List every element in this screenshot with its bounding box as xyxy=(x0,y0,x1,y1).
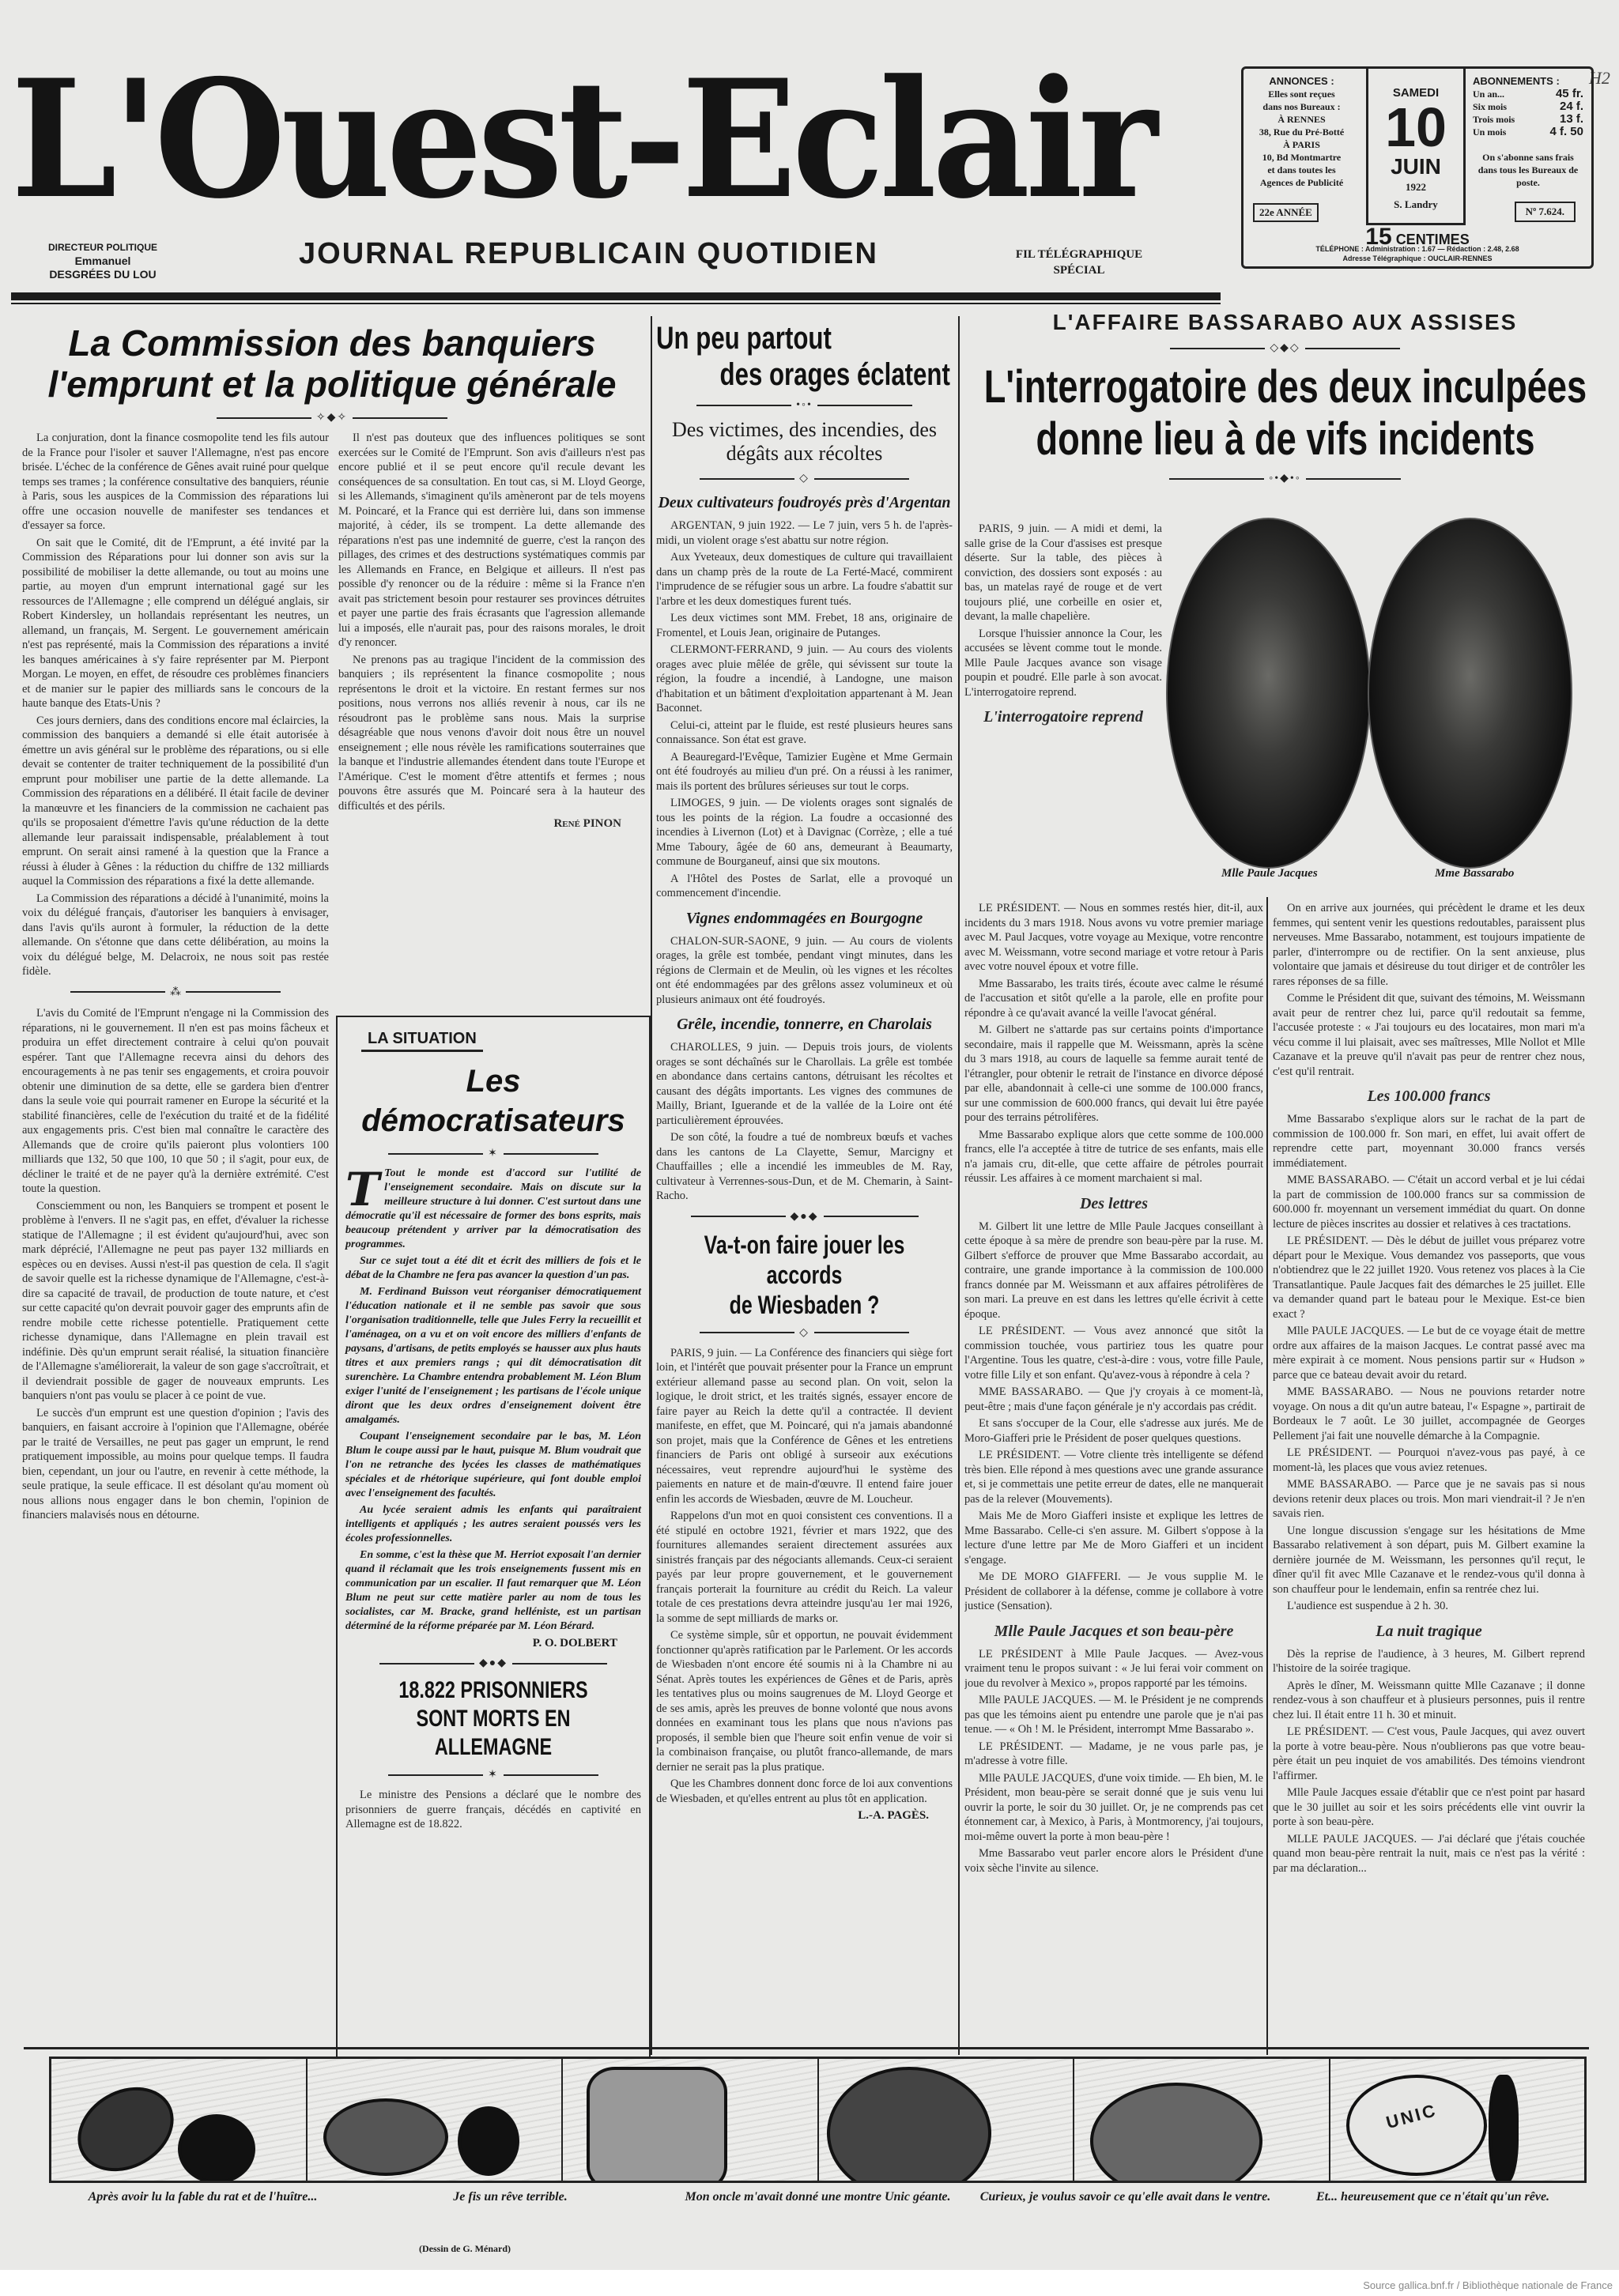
subheading: Deux cultivateurs foudroyés près d'Argentan xyxy=(658,494,951,511)
photo-caption: Mme Bassarabo xyxy=(1435,867,1515,880)
rat-drawing xyxy=(458,2106,519,2176)
paragraph: Mme Bassarabo s'explique alors sur le rachat de la part de commission de 100.000 fr. Son mari, en effet, lui avait offert de reprendre cette part, moyennant 30.000 francs versés immédiatement. xyxy=(1273,1113,1585,1170)
paragraph: LE PRÉSIDENT. — Nous en sommes restés hier, dit-il, aux incidents du 3 mars 1918. Nous avons vu votre premier mariage avec M. Paul Jacques, votre voyage au Mexique, votre rencontre avec M. Weissmann, votre second mariage et votre retour à Paris avec votre nouvel époux et votre fille. xyxy=(964,902,1263,973)
masthead-divider xyxy=(11,292,1221,300)
telephone-line: TÉLÉPHONE : Administration : 1.67 — Rédaction : 2.48, 2.68 xyxy=(1315,245,1519,253)
rate-label: Un mois xyxy=(1473,126,1507,138)
rate-price: 13 f. xyxy=(1559,112,1583,126)
oyster-drawing xyxy=(323,2098,448,2176)
asterism: ⁂ xyxy=(22,986,329,1001)
paragraph: Rappelons d'un mot en quoi consistent ces conventions. Il a été stipulé en octobre 1921, février et mars 1922, que des fournitures allemandes seraient directement assurées aux sinistrés français par des négociants allemands. Ceux-ci seraient payés par leur propre gouvernement, et le gouvernement français porterait la fourniture au crédit du Reich. La valeur totale de ces prestations devra atteindre jusqu'au 1er mai 1926, la somme de sept milliards de marks or. xyxy=(656,1510,953,1625)
paragraph: CHALON-SUR-SAONE, 9 juin. — Au cours de violents orages, la grêle est tombée, pendant vingt minutes, dans les régions de Clermain et de Meulin, où les vignes et les récoltes ont été endommagées par des grêlons assez volumineux et où plusieurs animaux ont été foudroyés. xyxy=(656,934,953,1006)
section-body xyxy=(656,934,953,1008)
paragraph: Le ministre des Pensions a déclaré que le nombre des prisonniers de guerre français, décédés en captivité en Allemagne est de 18.822. xyxy=(345,1789,641,1830)
paragraph: PARIS, 9 juin. — La Conférence des financiers qui siège fort loin, et l'intérêt que pouvait présenter pour la France un emprunt extérieur allemand passe au second plan. On voit, selon la logique, le droit strict, et les traités signés, essayer encore de faire payer au Reich la dette qu'il a contractée. Il devient manifeste, en effet, que M. Poincaré, qui n'a jamais abandonné son projet, mais que la Conférence de Gênes et les entretiens financiers de Paris ont obligé à surseoir aux exécutions nécessaires, veut reprendre aujourd'hui le système des paiements en nature et de main-d'œuvre. Il entend faire jouer enfin les accords de Wiesbaden, œuvre de M. Loucheur. xyxy=(656,1346,953,1506)
subheading: Vignes endommagées en Bourgogne xyxy=(685,909,923,927)
paragraph: On sait que le Comité, dit de l'Emprunt, a été invité par la Commission des Réparations pour lui donner son avis sur la possibilité de mobiliser la dette allemande, ou tout au moins une partie, au moyen d'un emprunt international gagé sur les ressources de l'Allemagne ; elle comprend un délégué anglais, sir Robert Kindersley, un hollandais représentant les neutres, un allemand, un français, M. Sergent. Le gouvernement américain n'est pas représenté, mais la Commission des réparations a invité les banques américaines à s'y faire représenter par M. Pierpont Morgan. Le moyen, en effet, de résoudre ces problèmes financiers et de manier sur le papier des milliards sans le concours de la haute banque des Etats-Unis ? xyxy=(22,536,329,710)
paragraph: Le succès d'un emprunt est une question d'opinion ; l'avis des banquiers, en faisant accroire à l'opinion que l'Allemagne, obérée par le traité de Versailles, ne peut pas gager un emprunt, le rend pratiquement impossible, au moins pour quelque temps. Il faudra bien, cependant, un jour ou l'autre, en revenir à cette méthode, la seule pratique, la seule efficace. Il est désolant qu'au moment où nous allions nous engager dans le bon chemin, l'opinion de financiers malavisés nous en détourne. xyxy=(22,1406,329,1521)
paragraph: La Commission des réparations a décidé à l'unanimité, moins la voix du délégué français, d'autoriser les banquiers à envisager, dans l'avis qu'ils auront à formuler, la réduction de la dette allemande. On s'étonne que dans cette délibération, au moins la voix du délégué belge, M. Delacroix, ne nous soit pas restée fidèle. xyxy=(22,892,329,978)
paragraph: Ne prenons pas au tragique l'incident de la commission des banquiers ; ils représentent la finance cosmopolite ; nous représentons le droit et la victoire. En restant fermes sur nos positions, nous verrons nos alliés revenir à nous, car ils ne résoudront pas le problème sans nous. Mais la surprise désagréable que nous venons d'avoir doit nous être un nouvel enseignement ; elle nous révèle les ramifications souterraines que la banque et l'industrie allemandes étendent dans toute l'Europe et l'Amérique. C'est le moment d'être attentifs et fermes ; nous pouvons être assurés que M. Poincaré sera à la hauteur des difficultés et des périls. xyxy=(338,653,645,812)
paragraph: MME BASSARABO. — Que j'y croyais à ce moment-là, peut-être ; mais d'une façon générale je n'y accordais pas crédit. xyxy=(964,1386,1263,1413)
paragraph: Dès la reprise de l'audience, à 3 heures, M. Gilbert reprend l'histoire de la soirée tragique. xyxy=(1273,1647,1585,1675)
paragraph: PARIS, 9 juin. — A midi et demi, la salle grise de la Cour d'assises est presque déserte. Sur la table, des pièces à conviction, des dossiers sont exposés : au bas, un matelas rayé de rouge et de vert toujours plié, une corbeille en osier et, devant, la malle chapelière. xyxy=(964,522,1162,623)
article-banquiers xyxy=(16,316,648,431)
paragraph: A Beauregard-l'Evêque, Tamizier Eugène et Mme Germain ont été foudroyés au milieu d'un pré. On a réussi à les ranimer, mais ils portent des brûlures sérieuses sur tout le corps. xyxy=(656,750,953,793)
author-signature: P. O. DOLBERT xyxy=(532,1637,617,1649)
portrait-paule-jacques xyxy=(1166,518,1371,869)
paragraph: LE PRÉSIDENT. — Votre cliente très intelligente se défend très bien. Elle répond à mes questions avec une grande assurance et, si je commettais une petite erreur de dates, elle ne manquerait pas de la relever (Mouvements). xyxy=(964,1449,1263,1506)
paragraph: Il n'est pas douteux que des influences politiques se sont exercées sur le Comité de l'Emprunt. Son avis d'ailleurs n'est pas encore publié et il se peut encore qu'il recule devant les conséquences de sa consultation. En tout cas, si M. Lloyd George, si les Allemands, s'imaginent qu'ils amèneront par de tels moyens M. Poincaré, et la France qui est derrière lui, dans son immense majorité, à céder, ils se trompent. La dette allemande des réparations n'est pas une indemnité de guerre, c'est la rançon des pillages, des crimes et des destructions systématiques commis par les Allemands en France, en Belgique et ailleurs. Il n'est pas possible d'y renoncer ou de la réduire : même si la France n'en avait pas strictement besoin pour restaurer ses provinces détruites et payer une partie des frais écrasants que l'agression allemande lui a imposés, elle n'aurait pas, pour des raisons morales, le droit d'y renoncer. xyxy=(338,432,645,649)
banquiers-column-2 xyxy=(338,431,645,1008)
rate-price: 24 f. xyxy=(1559,100,1583,113)
paragraph: Mme Bassarabo veut parler encore alors le Président d'une voix sèche l'invite au silence. xyxy=(964,1847,1263,1875)
annonces-line: Agences de Publicité xyxy=(1259,177,1344,188)
comic-panel-1 xyxy=(51,2059,308,2181)
rate-row xyxy=(1473,100,1583,113)
open-watch-drawing xyxy=(1090,2083,1262,2181)
date-year: 1922 xyxy=(1406,181,1426,193)
photo-caption: Mlle Paule Jacques xyxy=(1221,867,1318,880)
annonces-block xyxy=(1248,75,1355,189)
wiesbaden-headline-2: de Wiesbaden ? xyxy=(729,1290,880,1319)
annonces-line: dans nos Bureaux : xyxy=(1262,101,1341,112)
comic-strip xyxy=(49,2057,1587,2183)
paragraph: Aux Yveteaux, deux domestiques de culture qui travaillaient dans un champ près de la route de La Ferté-Macé, commirent l'imprudence de se réfugier sous un arbre. La foudre s'abattit sur l'arbre et les deux domestiques furent tués. xyxy=(656,551,953,608)
paragraph: LE PRÉSIDENT. — Madame, je ne vous parle pas, je m'adresse à votre fille. xyxy=(964,1740,1263,1767)
rate-label: Un an... xyxy=(1473,89,1505,100)
wiesbaden-headline-1: Va-t-on faire jouer les accords xyxy=(704,1230,905,1289)
annonces-line: Elles sont reçues xyxy=(1268,89,1335,100)
ornament-divider: ◦•◆•◦ xyxy=(963,472,1607,485)
paragraph: De son côté, la foudre a tué de nombreux bœufs et vaches dans les cantons de La Clayette, Semur, Marcigny et Chauffailles ; elle a incendié les immeubles de M. Ray, cultivateur à Verrennes-sous-Dun, et de M. Chemarin, à Saint-Racho. xyxy=(656,1131,953,1202)
date-day: 10 xyxy=(1385,96,1447,158)
paragraph: Consciemment ou non, les Banquiers se trompent et posent le problème à l'envers. Il ne s'agit pas, en effet, d'évaluer la richesse statique de l'Allemagne ; il est évident qu'aujourd'hui, avec son mark déprécié, l'Allemagne ne peut pas payer 132 milliards en espèces ou en devises. Aussi n'est-il pas question de cela. Il s'agit de savoir quelle est la richesse dynamique de l'Allemagne, c'est-à-dire sa capacité de travail, de production de toute nature, et c'est sur cette capacité qu'on devrait pouvoir gager des emprunts afin de rendre mobile cette richesse potentielle. Pratiquement cette richesse dynamique, dans l'Allemagne en plein travail est indéfinie. Dès qu'un emprunt serait réalisé, la situation financière de l'Allemagne s'améliorerait, la valeur de son gage s'accroîtrait, et il deviendrait possible de gager de nouveaux emprunts. Les banquiers n'ont pas voulu se placer à ce point de vue. xyxy=(22,1199,329,1402)
paragraph: Et sans s'occuper de la Cour, elle s'adresse aux jurés. Me de Moro-Giafferi prie le Président de poser quelques questions. xyxy=(964,1417,1263,1445)
paragraph: Coupant l'enseignement secondaire par le bas, M. Léon Blum le coupe aussi par le haut, puisque M. Blum voudrait que l'on ne retranche des lycées les classes de mathématiques spéciales et de rhétorique supérieure, qui font double emploi avec l'enseignement des facultés. xyxy=(345,1431,641,1499)
paragraph: M. Gilbert lit une lettre de Mlle Paule Jacques conseillant à cette époque à sa mère de prendre son beau-père par la ruse. M. Gilbert s'efforce de prouver que Mme Bassarabo accordait, au contraire, une grande importance à la commission de 100.000 francs donnée par M. Weissmann et aux affaires pétrolifères de son mari. La preuve en est dans les lettres qu'elle écrivit à cette époque. xyxy=(964,1220,1263,1321)
year-of-publication: 22e ANNÉE xyxy=(1253,203,1319,222)
paragraph: Mme Bassarabo, les traits tirés, écoute avec calme le résumé de l'accusation et sitôt qu'elle a la parole, elle en profite pour répondre à ce qu'avait avancé la veille l'avocat général. xyxy=(964,977,1263,1020)
prisonniers-body xyxy=(345,1788,641,1832)
paragraph: Que les Chambres donnent donc force de loi aux conventions de Wiesbaden, et qu'elles entrent au plus tôt en application. xyxy=(656,1778,953,1805)
subheading: Les 100.000 francs xyxy=(1367,1088,1491,1105)
situation-headline: Les démocratisateurs xyxy=(361,1064,625,1138)
comic-caption: Mon oncle m'avait donné une montre Unic géante. xyxy=(685,2190,951,2204)
dream-scene-drawing xyxy=(587,2067,727,2181)
paragraph: A l'Hôtel des Postes de Sarlat, elle a provoqué un commencement d'incendie. xyxy=(656,872,953,899)
article-bassarabo xyxy=(963,310,1607,492)
headline-line-1: L'interrogatoire des deux inculpées xyxy=(983,361,1587,413)
wiesbaden-body xyxy=(656,1346,953,1807)
paragraph: MME BASSARABO. — Nous ne pouvions retarder notre voyage. On nous a dit qu'un autre bateau, l'« Espagne », partirait de Bordeaux le 7 août. Le 30 juillet, accompagnée de Georges Pellement j'ai fait une nouvelle démarche à la Compagnie. xyxy=(1273,1386,1585,1442)
section-label: LA SITUATION xyxy=(361,1027,483,1052)
section-body xyxy=(656,518,953,901)
rate-row xyxy=(1473,126,1583,138)
issue-date xyxy=(1366,69,1466,225)
oyster-drawing xyxy=(62,2071,189,2181)
article-orages xyxy=(656,320,953,2043)
annonces-line: 10, Bd Montmartre xyxy=(1262,152,1342,163)
wire-service-label xyxy=(984,247,1174,278)
paragraph: Une longue discussion s'engage sur les hésitations de Mme Bassarabo relativement à son départ, puis M. Gilbert examine la dernière journée de M. Weissmann, les personnes qu'il reçut, le dîner qu'il fit avec Mlle Cazanave et le rendez-vous qu'il donna à son chauffeur pour le lendemain, enfin sa rentrée chez lui. xyxy=(1273,1524,1585,1596)
subheading: Grêle, incendie, tonnerre, en Charolais xyxy=(677,1016,932,1033)
paragraph: L'avis du Comité de l'Emprunt n'engage ni la Commission des réparations, ni le gouvernement. Il n'en est pas moins fâcheux et produira un effet directement contraire à celui qu'on pouvait espérer. Tant que l'Allemagne recevra ainsi du dehors des encouragements à ne pas tenir ses engagements, et croira pouvoir obtenir une diminution de sa dette, elle se gardera bien d'entrer dans la seule voie qui pourrait ramener en Europe la sécurité et la stabilité financières, celle de l'exécution du traité et de la fidélité aux engagements pris. C'est bien mal connaître le caractère des Allemands que de croire qu'ils paieront plus volontiers 100 milliards que 132, 50 que 100, 10 que 50 ; il s'agit, pour eux, de décliner le traité et de ne payer qu'à la dernière extrémité. C'est toute la question. xyxy=(22,1007,329,1195)
abonnements-block xyxy=(1473,75,1583,189)
annonces-line: À RENNES xyxy=(1277,114,1326,125)
paragraph: Comme le Président dit que, suivant des témoins, M. Weissmann avait peur de rentrer chez lui, parce qu'il redoutait sa femme, l'accusée proteste : « J'ai toujours eu des locataires, mon mari m'a vécu comme il lui plaisait, avec ses maîtresses, Mlle Nollot et Mlle Cazanave et la preuve qu'il n'avait pas peur de rentrer chez nous, c'est qu'il rentrait. xyxy=(1273,992,1585,1078)
paragraph: Mlle Paule Jacques essaie d'établir que ce n'est point par hasard que le 30 juillet au soir et les soirs précédents elle vint ouvrir la porte à son beau-père. xyxy=(1273,1786,1585,1828)
date-weekday: SAMEDI xyxy=(1392,86,1440,100)
paragraph: Me DE MORO GIAFFERI. — Je vous supplie M. le Président de collaborer à la défense, comme je collabore à votre justice (Sensation). xyxy=(964,1570,1263,1612)
issue-number: Nº 7.624. xyxy=(1515,202,1576,222)
column-divider xyxy=(651,316,652,2055)
ornament-divider: ◆●◆ xyxy=(656,1210,953,1223)
ornament-divider: ◇ xyxy=(656,472,953,485)
paragraph: Mlle PAULE JACQUES. — M. le Président je ne comprends pas que les témoins aient pu entendre une parole que je n'ai pas tenue. — « Oh ! M. le Président, interrompt Mme Bassarabo ». xyxy=(964,1694,1263,1736)
ornament-divider: ✧◆✧ xyxy=(16,411,648,424)
info-box xyxy=(1241,66,1594,269)
comic-panel-5 xyxy=(1074,2059,1330,2181)
headline-line-2: des orages éclatent xyxy=(719,357,950,392)
annonces-heading: ANNONCES : xyxy=(1269,75,1334,87)
rate-label: Six mois xyxy=(1473,101,1508,112)
source-attribution: Source gallica.bnf.fr / Bibliothèque nationale de France xyxy=(1363,2279,1613,2291)
wire-label-line-1: FIL TÉLÉGRAPHIQUE xyxy=(1015,248,1143,261)
masthead-title: L'Ouest-Eclair xyxy=(11,45,1154,235)
rate-price: 45 fr. xyxy=(1555,87,1583,100)
paragraph: Ce système simple, sûr et opportun, ne pouvait évidemment fonctionner qu'après ratification par le Parlement. Or les accords de Wiesbaden n'ont encore été soumis ni à la Chambre ni au Sénat. Après toutes les expériences de Gênes et de Paris, après les tentatives plus ou moins saugrenues de M. Lloyd George et de ses amis, après les preuves de bonne volonté que nous avons données en examinant tous les plans que nous n'avions pas proposés, il semble bien que l'heure soit enfin venue de voir si la combinaison française, ou plutôt franco-allemande, de mars dernier ne serait pas la plus pratique. xyxy=(656,1629,953,1774)
paragraph: On en arrive aux journées, qui précèdent le drame et les deux femmes, qui sentent venir les questions redoutables, paraissent plus nerveuses. Mme Bassarabo, notamment, est toujours impatiente de parler, d'interrompre ou de rectifier. On la sent anxieuse, plus volontaire que jamais et désireuse du tout diriger et de contrôler les rares réponses de sa fille. xyxy=(1273,902,1585,988)
abonnements-note: On s'abonne sans frais dans tous les Bureaux de poste. xyxy=(1477,152,1579,188)
comic-panel-2 xyxy=(308,2059,564,2181)
paragraph: Mme Bassarabo explique alors que cette somme de 100.000 francs, elle l'a acceptée à titre de tutrice de ses enfants, mais elle n'a jamais cru, dit-elle, que cette affaire de pétroles pourrait réussir. Les affaires à ce moment marchaient si mal. xyxy=(964,1128,1263,1185)
date-saint: S. Landry xyxy=(1394,198,1438,210)
situation-body xyxy=(345,1163,641,1634)
abonnements-heading: ABONNEMENTS : xyxy=(1473,75,1560,87)
subheading: L'interrogatoire reprend xyxy=(983,708,1143,726)
rat-drawing xyxy=(178,2114,255,2181)
paragraph: La conjuration, dont la finance cosmopolite tend les fils autour de la France pour l'isoler et sauver l'Allemagne, n'est pas encore brisée. L'échec de la conférence de Gênes avait ruiné pour quelque temps ses trames ; la conférence consultative des banquiers, réunie à Paris, sous les auspices de la Commission des réparations lui offre une occasion nouvelle de manifester ses tendances et d'essayer sa force. xyxy=(22,432,329,532)
figure-drawing xyxy=(1489,2075,1519,2181)
paragraph: L'audience est suspendue à 2 h. 30. xyxy=(1287,1600,1448,1612)
comic-caption: Je fis un rêve terrible. xyxy=(453,2190,568,2204)
rate-label: Trois mois xyxy=(1473,114,1515,125)
wire-label-line-2: SPÉCIAL xyxy=(1053,264,1105,277)
defendants-photo xyxy=(1166,518,1605,893)
paragraph: M. Ferdinand Buisson veut réorganiser démocratiquement l'éducation nationale et il ne semble pas savoir que sous l'organisation traditionnelle, telle que Jules Ferry la recueillit et l'aménagea, on a vu et on voit encore des milliers d'enfants de paysans, d'artisans, de petits employés se hausser aux plus hauts titres et aux premiers rangs ; qui dit démocratisation dit surenchère. La Chambre entendra probablement M. Léon Blum exiger l'unité de l'enseignement ; les partisans de l'école unique diront que les deux ordres d'enseignement doivent être amalgamés. xyxy=(345,1286,641,1426)
ornament-divider: ◇ xyxy=(656,1326,953,1340)
annonces-line: 38, Rue du Pré-Botté xyxy=(1259,126,1345,138)
column-divider xyxy=(1266,897,1268,2055)
paragraph: Au lycée seraient admis les enfants qui paraîtraient intelligents et appliqués ; les autres seraient poussés vers les écoles professionnelles. xyxy=(345,1504,641,1544)
paragraph: CLERMONT-FERRAND, 9 juin. — Au cours des violents orages avec pluie mêlée de grêle, qui sévissent sur toute la région, la foudre a incendié, à Landogne, une maison d'habitation et un bâtiment d'exploitation appartenant à M. Jean Baconnet. xyxy=(656,643,953,714)
masthead-divider-thin xyxy=(11,303,1221,304)
paragraph: MME BASSARABO. — Parce que je ne savais pas si nous devions retenir deux places ou trois. Mon mari viendrait-il ? Je n'en savais rien. xyxy=(1273,1478,1585,1520)
paragraph: Les deux victimes sont MM. Frebet, 18 ans, originaire de Fromentel, et Louis Jean, originaire de Putanges. xyxy=(656,612,953,639)
director-label: DIRECTEUR POLITIQUE xyxy=(47,242,157,253)
author-signature: L.-A. PAGÈS. xyxy=(858,1809,929,1822)
rate-price: 4 f. 50 xyxy=(1549,125,1583,138)
headline-line-1: Un peu partout xyxy=(656,321,832,356)
price-unit: CENTIMES xyxy=(1395,232,1470,247)
paragraph: Celui-ci, atteint par le fluide, est resté plusieurs heures sans connaissance. Son état est grave. xyxy=(656,718,953,746)
banquiers-column-1 xyxy=(22,431,329,2043)
section-body xyxy=(656,1040,953,1204)
paragraph: ARGENTAN, 9 juin 1922. — Le 7 juin, vers 5 h. de l'après-midi, un violent orage s'est abattu sur notre région. xyxy=(656,519,953,547)
paragraph: Tout le monde est d'accord sur l'utilité de l'enseignement secondaire. Mais on discute sur la meilleure structure à lui donner. C'est surtout dans une démocratie qu'il est nécessaire de former des bons esprits, mais beaucoup prétendent y arriver par la démocratisation des programmes. xyxy=(345,1167,641,1250)
director-name: Emmanuel DESGRÉES DU LOU xyxy=(49,254,157,281)
rate-row xyxy=(1473,113,1583,126)
paragraph: LE PRÉSIDENT. — Vous avez annoncé que sitôt la commission touchée, vous partiriez tous les quatre pour l'Argentine. Tous les quatre, c'est-à-dire : vous, votre fille Paule, votre fille Lily et son enfant. Qu'avez-vous à répondre à cela ? xyxy=(964,1325,1263,1382)
ornament-divider: ✶ xyxy=(345,1147,641,1160)
bassarabo-intro xyxy=(964,522,1162,901)
paragraph: LIMOGES, 9 juin. — De violents orages sont signalés de tous les points de la région. La foudre a occasionné des incendies à Livernon (Lot) et à Davignac (Corrèze, ; elle a tué Mme Taboury, âgée de 60 ans, demeurant à Beaumarty, commune de Bourganeuf, ainsi que six moutons. xyxy=(656,797,953,868)
comic-caption: Curieux, je voulus savoir ce qu'elle avait dans le ventre. xyxy=(979,2190,1271,2204)
paragraph: LE PRÉSIDENT. — Pourquoi n'avez-vous pas payé, à ce moment-là, les places que vous aviez retenues. xyxy=(1273,1446,1585,1474)
paragraph: LE PRÉSIDENT à Mlle Paule Jacques. — Avez-vous vraiment tenu le propos suivant : « Je lui ferai voir comment on joue du revolver à Mexico », propos rapporté par les témoins. xyxy=(964,1647,1263,1690)
paragraph: CHAROLLES, 9 juin. — Depuis trois jours, de violents orages se sont déchaînés sur le Charollais. La grêle est tombée en abondance dans certains cantons, détruisant les récoltes et causant des dégâts importants. Les vignes des communes de Mailly, Briant, Iguerande et de la vallée de la Loire ont été particulièrement éprouvées. xyxy=(656,1041,953,1127)
paragraph: LE PRÉSIDENT. — C'est vous, Paule Jacques, qui avez ouvert la porte à votre beau-père. Nous n'oublierons pas que votre beau-père était un peu inquiet de vos amabilités. Des témoins viendront l'affirmer. xyxy=(1273,1725,1585,1782)
portrait-mme-bassarabo xyxy=(1368,518,1572,869)
headline-line-1: La Commission des banquiers xyxy=(68,322,596,364)
ornament-divider: ◇◆◇ xyxy=(963,341,1607,355)
bassarabo-column-right xyxy=(1273,901,1585,2043)
ornament-divider: •◦• xyxy=(656,399,953,412)
rate-row xyxy=(1473,88,1583,100)
column-divider xyxy=(958,316,960,2055)
giant-watch-drawing xyxy=(827,2067,991,2181)
paragraph: Mlle PAULE JACQUES. — Le but de ce voyage était de mettre ordre aux affaires de la maison Jacques. Le contrat passé avec ma mère expirait à ce moment. Nous pensions partir sur « Hudson » parce que ce bateau devait avoir du retard. xyxy=(1273,1325,1585,1382)
deck: Des victimes, des incendies, des dégâts aux récoltes xyxy=(671,418,938,465)
situation-box xyxy=(336,1016,651,2098)
paragraph: MLLE PAULE JACQUES. — J'ai déclaré que j'étais couchée quand mon beau-père rentrait la nuit, mais ce n'est pas la vérité : par ma déclaration... xyxy=(1273,1832,1585,1875)
prisonniers-headline-2: SONT MORTS EN ALLEMAGNE xyxy=(416,1706,571,1760)
paragraph: Mais Me de Moro Giafferi insiste et explique les lettres de Mme Bassarabo. Celle-ci s'en assure. M. Gilbert s'oppose à la lecture d'une lettre par Me de Moro Giafferi et un incident s'engage. xyxy=(964,1510,1263,1566)
strip-divider xyxy=(24,2047,1589,2049)
tagline: JOURNAL REPUBLICAIN QUOTIDIEN xyxy=(299,237,878,270)
date-month: JUIN xyxy=(1391,154,1441,179)
annonces-line: et dans toutes les xyxy=(1267,164,1336,175)
paragraph: Après le dîner, M. Weissmann quitte Mlle Cazanave ; il donne rendez-vous à son chauffeur et à plusieurs personnes, puis il rentre chez lui. Il était entre 11 h. 30 et minuit. xyxy=(1273,1679,1585,1721)
political-director xyxy=(43,241,162,281)
watch-brand-label: UNIC xyxy=(1383,2099,1440,2133)
comic-panel-3 xyxy=(563,2059,819,2181)
annonces-line: À PARIS xyxy=(1283,139,1320,150)
contact-info xyxy=(1243,244,1591,263)
subheading: Des lettres xyxy=(1079,1194,1149,1212)
prisonniers-headline-1: 18.822 PRISONNIERS xyxy=(398,1677,588,1703)
paragraph: M. Gilbert ne s'attarde pas sur certains points d'importance secondaire, mais il rappelle que M. Weissmann, après la scène du 3 mars 1918, au cours de laquelle sa femme aurait tenté de l'étrangler, pour obtenir le retrait de l'instance en divorce déposé par elle, abandonnait à celle-ci une somme de 100.000 francs, sur une commission de 600.000 francs, qui devait lui être payée pour des terrains pétrolifères. xyxy=(964,1024,1263,1124)
kicker: L'AFFAIRE BASSARABO AUX ASSISES xyxy=(1052,310,1518,334)
ornament-divider: ◆●◆ xyxy=(345,1657,641,1670)
handwritten-note: H2 xyxy=(1589,68,1610,88)
paragraph: Ces jours derniers, dans des conditions encore mal éclaircies, la commission des banquiers a demandé si elle était autorisée à émettre un avis général sur le problème des réparations, ou si elle devait se contenter de traiter techniquement de la possibilité d'un emprunt pour mobiliser une partie de la dette allemande. La Commission des réparations en a délibéré. Il était facile de deviner la manœuvre et les financiers de la commission ne cachaient pas qu'ils se proposaient d'émettre l'avis qu'une réduction de la dette allemande leur paraissait indispensable, préalablement à tout emprunt. On serait ainsi ramené à la question que la France a réussi à éluder à Gênes : la réduction du chiffre de 132 milliards auquel la Commission des réparations a fixé la dette allemande. xyxy=(22,714,329,888)
paragraph: Mlle PAULE JACQUES, d'une voix timide. — Eh bien, M. le Président, mon beau-père se serait donné que je suis venu lui ouvrir la porte, le soir du 30 juillet. Or, je ne comprends pas cet étonnement car, à Mexico, à Paris, à Montmorency, j'ai toujours, moi-même ouvert la porte à mon beau-père ! xyxy=(964,1771,1263,1843)
ornament-divider: ✶ xyxy=(345,1768,641,1781)
comic-panel-6 xyxy=(1330,2059,1585,2181)
paragraph: En somme, c'est la thèse que M. Herriot exposait l'an dernier quand il réclamait que les trois enseignements fussent mis en communication par un escalier. Il faut remarquer que M. Léon Blum ne peut sur cette matière parler au nom de tous les socialistes, car M. Bracke, grand helléniste, est un partisan déterminé de la réforme préparée par M. Léon Bérard. xyxy=(345,1549,641,1632)
price-amount: 15 xyxy=(1365,224,1392,250)
comic-panel-4 xyxy=(819,2059,1075,2181)
paragraph: LE PRÉSIDENT. — Dès le début de juillet vous préparez votre départ pour le Mexique. Vous demandez vos passeports, que vous n'obtiendrez que le 22 juillet 1920. Vous retenez vos places à la Cie Transatlantique. Paule Jacques fait des démarches le 25 juillet. Elle va demander quand part le bateau pour le Mexique. Est-ce bien exact ? xyxy=(1273,1235,1585,1321)
telegraph-address: Adresse Télégraphique : OUCLAIR-RENNES xyxy=(1342,254,1493,262)
author-signature: René PINON xyxy=(553,817,621,830)
comic-captions xyxy=(49,2189,1587,2205)
comic-caption: Après avoir lu la fable du rat et de l'huître... xyxy=(88,2190,318,2204)
subheading: Mlle Paule Jacques et son beau-père xyxy=(994,1622,1234,1640)
headline-line-2: donne lieu à de vifs incidents xyxy=(1036,413,1535,465)
subheading: La nuit tragique xyxy=(1376,1622,1482,1640)
comic-caption: Et... heureusement que ce n'était qu'un rêve. xyxy=(1315,2190,1550,2204)
comic-credit: (Dessin de G. Ménard) xyxy=(419,2243,511,2254)
paragraph: MME BASSARABO. — C'était un accord verbal et je lui cédai la part de commission de 100.000 francs sur sa commission de 600.000 fr. moyennant un versement immédiat du quart. On donne lecture de pièces inscrites au dossier et relatives à ces tractations. xyxy=(1273,1174,1585,1231)
bassarabo-column-left xyxy=(964,901,1263,2043)
drop-cap: T xyxy=(345,1163,380,1216)
paragraph: Sur ce sujet tout a été dit et écrit des milliers de fois et le débat de la Chambre ne fera pas avancer la question d'un pas. xyxy=(345,1255,641,1281)
paragraph: Lorsque l'huissier annonce la Cour, les accusées se lèvent comme tout le monde. Mlle Paule Jacques avance son visage poupin et poudré. Elle parle à son avocat. L'interrogatoire reprend. xyxy=(964,627,1162,699)
headline-line-2: l'emprunt et la politique générale xyxy=(47,364,617,405)
